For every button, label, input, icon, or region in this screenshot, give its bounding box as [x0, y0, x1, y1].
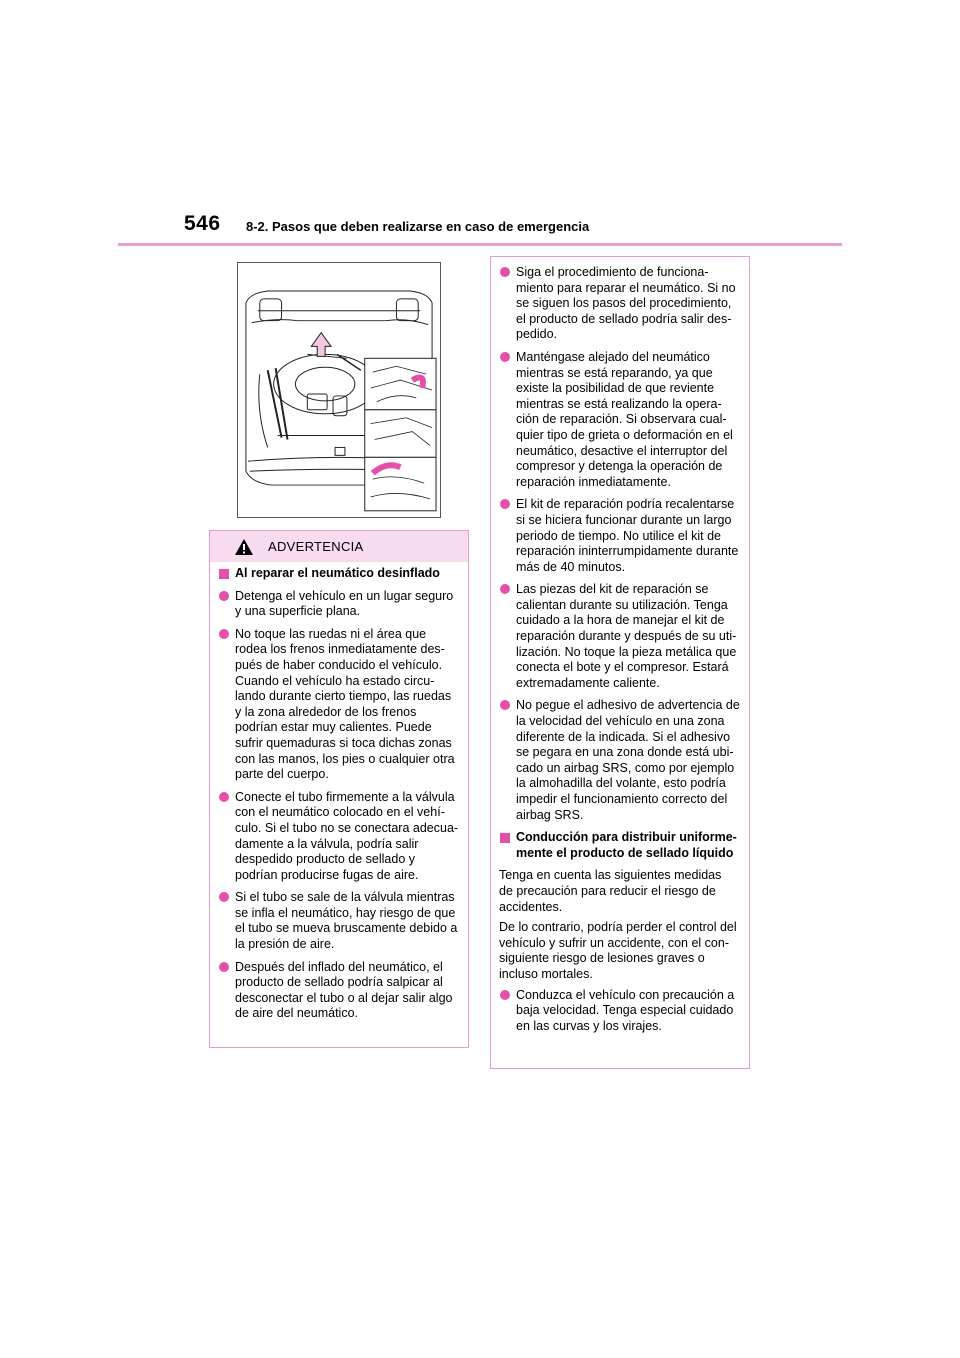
text-line: miento para reparar el neumático. Si no — [516, 280, 736, 295]
text-line: y la zona alrededor de los frenos — [235, 704, 417, 719]
text-line: Tenga en cuenta las siguientes medidas — [499, 868, 722, 883]
bullet-item — [218, 589, 460, 620]
right-bullet-list-bottom — [499, 988, 741, 1035]
text-line: producto de sellado podría salpicar al — [235, 975, 443, 990]
warning-box — [209, 530, 469, 1048]
bullet-item — [499, 698, 741, 823]
section-title: 8-2. Pasos que deben realizarse en caso de emergencia — [246, 219, 590, 234]
bullet-item — [499, 497, 741, 575]
text-line: Conecte el tubo firmemente a la válvula — [235, 789, 455, 804]
text-line: el tubo se mueva bruscamente debido a — [235, 921, 458, 936]
round-bullet-icon — [219, 591, 229, 601]
text-line: El kit de reparación podría recalentarse — [516, 497, 735, 512]
text-line: De lo contrario, podría perder el control del — [499, 920, 737, 935]
text-line: siguiente riesgo de lesiones graves o — [499, 951, 705, 966]
text-line: el producto de sellado podría salir des- — [516, 311, 732, 326]
text-line: Después del inflado del neumático, el — [235, 959, 443, 974]
text-line: podrían producirse fugas de aire. — [235, 867, 419, 882]
text-line: se siguen los pasos del procedimiento, — [516, 296, 732, 311]
text-line: conecta el bote y el compresor. Estará — [516, 660, 729, 675]
text-line: parte del cuerpo. — [235, 767, 329, 782]
text-line: incluso mortales. — [499, 966, 593, 981]
warning-title: ADVERTENCIA — [268, 539, 364, 554]
trunk-illustration — [237, 262, 441, 518]
text-line: cado un airbag SRS, como por ejemplo — [516, 760, 735, 775]
text-line: reparación durante y después de su uti- — [516, 629, 737, 644]
round-bullet-icon — [219, 892, 229, 902]
warning-heading — [218, 566, 460, 582]
text-line: cuidado a la hora de manejar el kit de — [516, 613, 725, 628]
paragraph — [499, 868, 741, 915]
text-line: Las piezas del kit de reparación se — [516, 582, 709, 597]
text-line: con el neumático colocado en el vehí- — [235, 805, 445, 820]
text-line: desconectar el tubo o al dejar salir algo — [235, 990, 453, 1005]
round-bullet-icon — [500, 499, 510, 509]
text-line: baja velocidad. Tenga especial cuidado — [516, 1003, 734, 1018]
text-line: damente a la válvula, podría salir — [235, 836, 419, 851]
text-line: lando durante cierto tiempo, las ruedas — [235, 689, 452, 704]
round-bullet-icon — [219, 629, 229, 639]
text-line: existe la posibilidad de que reviente — [516, 381, 715, 396]
text-line: airbag SRS. — [516, 807, 584, 822]
text-line: compresor y detenga la operación de — [516, 459, 723, 474]
warning-header — [210, 531, 468, 562]
round-bullet-icon — [219, 792, 229, 802]
warning-triangle-icon — [234, 538, 254, 556]
text-line: mientras se está realizando la opera- — [516, 396, 722, 411]
text-line: en las curvas y los virajes. — [516, 1018, 662, 1033]
header-rule — [118, 243, 842, 246]
bullet-item — [218, 890, 460, 952]
bullet-item — [218, 960, 460, 1022]
text-line: diferente de la indicada. Si el adhesivo — [516, 729, 731, 744]
text-line: vehículo y sufrir un accidente, con el con- — [499, 935, 729, 950]
text-line: mientras se está reparando, ya que — [516, 365, 713, 380]
text-line: Cuando el vehículo ha estado circu- — [235, 673, 435, 688]
text-line: Detenga el vehículo en un lugar seguro — [235, 588, 454, 603]
text-line: la presión de aire. — [235, 937, 335, 952]
text-line: No pegue el adhesivo de advertencia de — [516, 698, 740, 713]
text-line: Manténgase alejado del neumático — [516, 349, 710, 364]
text-line: más de 40 minutos. — [516, 559, 626, 574]
text-line: sufrir quemaduras si toca dichas zonas — [235, 735, 452, 750]
text-line: No toque las ruedas ni el área que — [235, 626, 427, 641]
text-line: calientan durante su utilización. Tenga — [516, 597, 728, 612]
text-line: accidentes. — [499, 899, 563, 914]
text-line: neumático, desactive el interruptor del — [516, 443, 728, 458]
round-bullet-icon — [500, 990, 510, 1000]
bullet-item — [218, 790, 460, 884]
text-line: con las manos, los pies o cualquier otra — [235, 751, 455, 766]
bullet-item — [499, 350, 741, 490]
text-line: impedir el funcionamiento correcto del — [516, 792, 728, 806]
round-bullet-icon — [500, 700, 510, 710]
text-line: lización. No toque la pieza metálica que — [516, 644, 737, 659]
round-bullet-icon — [500, 267, 510, 277]
page-number: 546 — [184, 212, 221, 235]
text-line: Si el tubo se sale de la válvula mientras — [235, 890, 455, 905]
text-line: periodo de tiempo. No utilice el kit de — [516, 528, 721, 543]
text-line: si se hiciera funcionar durante un largo — [516, 512, 732, 527]
text-line: se pegara en una zona donde está ubi- — [516, 745, 734, 760]
text-line: la velocidad del vehículo en una zona — [516, 714, 725, 729]
text-line: Siga el procedimiento de funciona- — [516, 265, 709, 279]
square-bullet-icon — [500, 833, 510, 843]
warning-bullet-list — [218, 589, 460, 1022]
text-line: de aire del neumático. — [235, 1006, 358, 1021]
round-bullet-icon — [500, 352, 510, 362]
text-line: se infla el neumático, hay riesgo de que — [235, 905, 456, 920]
text-line: la almohadilla del volante, esto podría — [516, 776, 726, 791]
text-line: Conducción para distribuir uniforme- — [516, 830, 737, 845]
bullet-item — [499, 265, 741, 343]
text-line: y una superficie plana. — [235, 604, 361, 619]
text-line: quier tipo de grieta o deformación en el — [516, 427, 733, 442]
bullet-item — [499, 582, 741, 691]
right-column-box — [490, 256, 750, 1069]
round-bullet-icon — [500, 584, 510, 594]
text-line: rodea los frenos inmediatamente des- — [235, 642, 445, 657]
bullet-item — [499, 988, 741, 1035]
bullet-item — [218, 627, 460, 783]
text-line: Conduzca el vehículo con precaución a — [516, 987, 735, 1002]
text-line: podrían estar muy calientes. Puede — [235, 720, 432, 735]
text-line: culo. Si el tubo no se conectara adecua- — [235, 820, 459, 835]
text-line: ción de reparación. Si observara cual- — [516, 412, 727, 427]
text-line: pués de haber conducido el vehículo. — [235, 657, 443, 672]
text-line: mente el producto de sellado líquido — [516, 845, 734, 860]
right-bullet-list-top — [499, 265, 741, 823]
trunk-tire-repair-kit-illustration — [238, 263, 440, 517]
text-line: reparación inmediatamente. — [516, 474, 671, 489]
text-line: despedido producto de sellado y — [235, 852, 415, 867]
text-line: reparación ininterrumpidamente durante — [516, 544, 739, 559]
square-bullet-icon — [219, 569, 229, 579]
warning-heading-text: Al reparar el neumático desinflado — [235, 566, 440, 580]
text-line: extremadamente caliente. — [516, 675, 660, 690]
driving-heading — [499, 830, 741, 861]
text-line: pedido. — [516, 327, 558, 342]
round-bullet-icon — [219, 962, 229, 972]
right-paragraphs — [499, 868, 741, 982]
text-line: de precaución para reducir el riesgo de — [499, 883, 716, 898]
paragraph — [499, 920, 741, 982]
